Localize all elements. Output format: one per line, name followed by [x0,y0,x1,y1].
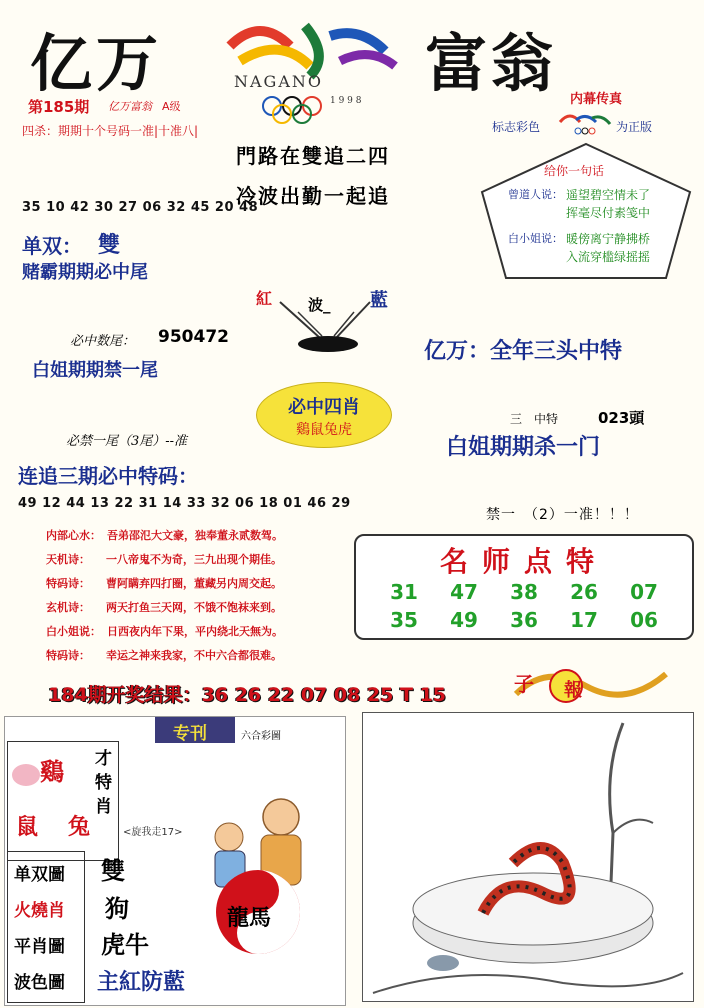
journal-title: 专刊 [173,724,207,744]
master-number: 06 [630,608,658,632]
poem-box-title: 给你一句话 [544,164,605,178]
list-item: 内部心水： 吾弟邵氾大文豪，独奉董永贰数驾。 [46,529,283,542]
three-heads-line: 白姐期期杀一门 [446,435,601,460]
master-number: 07 [630,580,658,604]
list-item: 天机诗： 一八帝鬼不为奇，三九出现个期佳。 [46,553,282,566]
single-double-value: 雙 [98,233,121,258]
poem-box-line-1a: 遥望碧空情未了 [566,188,651,202]
poem-pentagon [478,140,694,282]
numbers-row-2: 49 12 44 13 22 31 14 33 32 06 18 01 46 29 [18,496,351,511]
bowl-graphic [250,282,400,362]
master-number: 26 [570,580,598,604]
four-zodiac-value: 鷄鼠兔虎 [296,422,352,438]
logo-caption: NAGANO [234,72,324,91]
journal-banner [155,717,235,743]
master-box [354,534,694,640]
list-item: 玄机诗： 两天打鱼三天网，不饿不饱袜来到。 [46,601,282,614]
center-line-1: 門路在雙追二四 [236,144,390,168]
bottom-right-panel [356,664,696,1004]
issue-grade: A级 [162,100,181,113]
logo-year: 1 9 9 8 [330,96,362,106]
ban-one-text: 禁一 （2）一准！！！ [486,507,639,523]
zodiac-1: 鷄 [40,758,64,786]
single-double-line: 赌霸期期必中尾 [22,262,148,283]
must-tail-line: 白姐期期禁一尾 [32,360,158,381]
flower-icon [12,764,40,786]
must-tail-label: 必中数尾： [70,334,136,349]
poem-box-line-2b: 入流穿槛绿摇摇 [566,250,651,264]
poem-box-line-1b: 挥毫尽付素笺中 [566,206,651,220]
master-row-1 [374,580,674,604]
label-column [7,851,85,1003]
value-tiger-ox: 虎牛 [101,931,149,959]
yiwan-line: 亿万：全年三头中特 [424,339,623,364]
right-box-title: 内幕传真 [570,92,623,107]
four-zodiac-title: 必中四肖 [288,397,360,418]
must-tail-value: 950472 [158,327,229,347]
master-number: 47 [450,580,478,604]
zodiac-3: 兔 [68,815,91,840]
three-periods-line: 连追三期必中特码： [18,464,198,488]
master-number: 17 [570,608,598,632]
poem-box-line-2a: 暖傍离宁静拂桥 [566,232,651,246]
value-double: 雙 [101,857,125,885]
master-number: 31 [390,580,418,604]
master-number: 49 [450,608,478,632]
nagano-logo [210,6,410,124]
single-double-label: 单双： [22,234,82,258]
label-flat: 平肖圖 [14,937,65,957]
value-wave: 主紅防藍 [97,970,186,995]
ban-tail-text: 必禁一尾（3尾）--准 [66,434,188,449]
label-wave: 波色圖 [14,973,65,993]
small-note: <旋我走17> [123,827,183,838]
center-line-2: 冷波出勤一起追 [236,184,390,208]
side-label: 才特肖 [95,749,112,817]
title-left: 亿万 [30,27,163,100]
label-fire: 火燒肖 [14,901,65,921]
bowl-left: 紅 [256,289,273,308]
journal-sub: 六合彩圖 [241,731,281,742]
banner-tag: 子 [514,672,534,696]
four-zodiac-badge [256,382,392,448]
value-dragon: 龍馬 [227,906,272,931]
snake-illustration [362,712,694,1002]
three-heads-label: 三 中特 [510,412,559,426]
master-number: 36 [510,608,538,632]
right-box-right: 为正版 [616,120,653,134]
master-title: 名师点特 [439,545,608,578]
list-item: 白小姐说： 日西夜内年下果，平内绕北天無为。 [46,625,283,638]
right-box-left: 标志彩色 [492,120,541,134]
bowl-right: 藍 [370,290,388,311]
master-row-2 [374,608,674,632]
small-nagano-icon [556,108,614,136]
numbers-row-1: 35 10 42 30 27 06 32 45 20 48 [22,200,259,215]
issue-line: 四杀：期期十个号码一准|十准八| [22,124,199,138]
zodiac-2: 鼠 [16,815,39,840]
bottom-left-panel [4,716,346,1006]
issue-label: 第185期 [28,98,90,116]
master-number: 38 [510,580,538,604]
master-number: 35 [390,608,418,632]
list-item: 特码诗： 幸运之神来我家，不中六合都很难。 [46,649,282,662]
bowl-mid: 波_ [308,296,331,314]
poem-box-label-1: 曾道人说： [508,188,563,201]
value-dog: 狗 [105,895,129,923]
banner-tag-2: 報 [564,680,582,701]
issue-brand: 亿万富翁 [108,100,152,113]
label-single-double: 单双圖 [14,865,65,885]
result-line: 184期开奖结果：36 26 22 07 08 25 T 15 [48,684,447,706]
poem-box-label-2: 白小姐说： [508,232,563,245]
list-item: 特码诗： 曹阿瞒弃四打圈，董藏另内周交起。 [46,577,282,590]
three-heads-value: 023頭 [598,409,645,427]
title-right: 富翁 [425,27,558,100]
